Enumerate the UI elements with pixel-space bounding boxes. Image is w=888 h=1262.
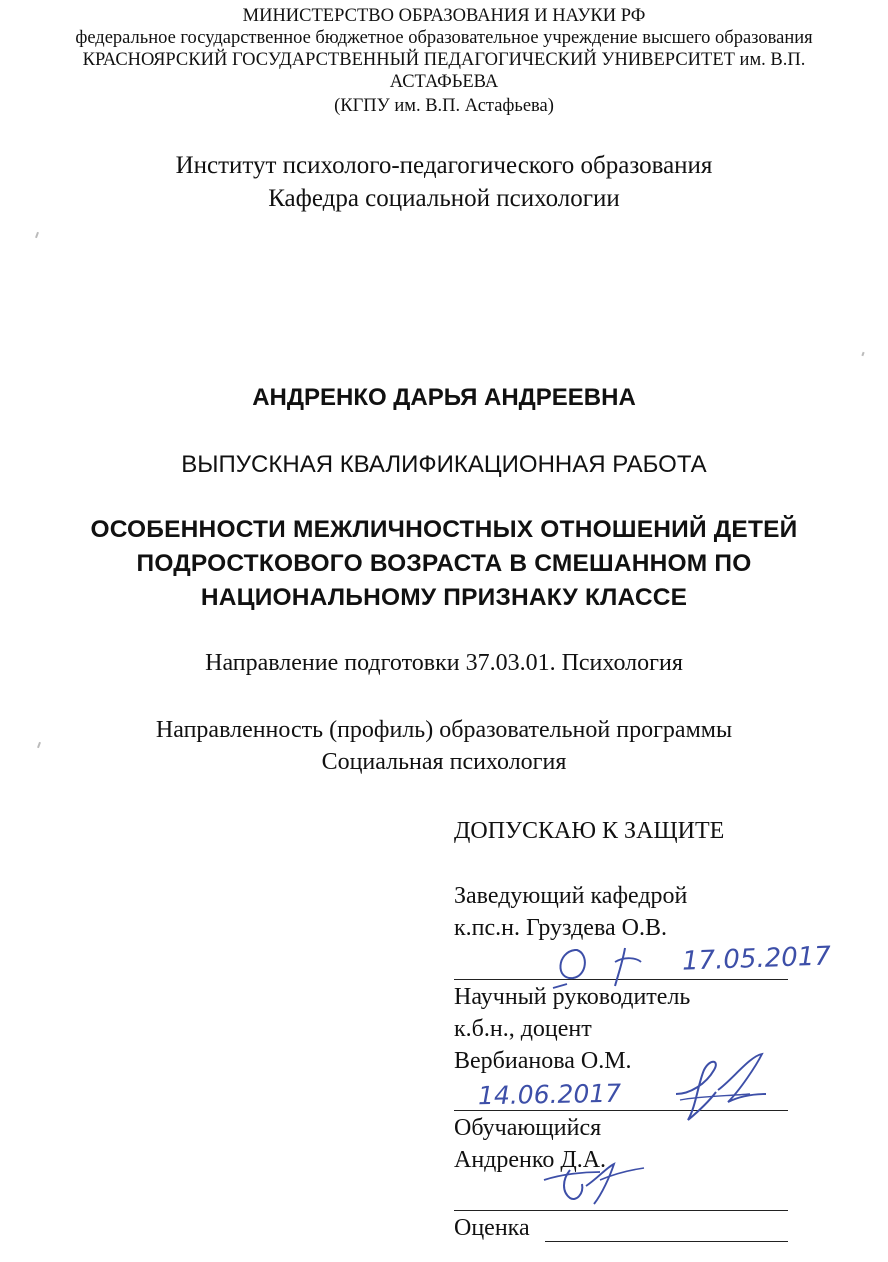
- supervisor-signature: [670, 1050, 780, 1130]
- university-abbreviation: (КГПУ им. В.П. Астафьева): [334, 96, 554, 116]
- department-name: Кафедра социальной психологии: [268, 185, 620, 212]
- institute-name: Институт психолого-педагогического образования: [175, 152, 713, 179]
- head-handwritten-date: 17.05.2017: [681, 941, 832, 977]
- program-profile-value: Социальная психология: [321, 749, 567, 775]
- supervisor-degree: к.б.н., доцент: [454, 1016, 592, 1042]
- thesis-title-line3: НАЦИОНАЛЬНОМУ ПРИЗНАКУ КЛАССЕ: [200, 584, 688, 611]
- grade-line: [545, 1241, 788, 1242]
- university-name-line2: АСТАФЬЕВА: [389, 72, 499, 92]
- approval-heading: ДОПУСКАЮ К ЗАЩИТЕ: [454, 818, 725, 844]
- supervisor-role: Научный руководитель: [454, 984, 691, 1010]
- ministry-name: МИНИСТЕРСТВО ОБРАЗОВАНИЯ И НАУКИ РФ: [242, 6, 646, 26]
- program-profile-label: Направленность (профиль) образовательной программы: [155, 717, 733, 743]
- supervisor-handwritten-date: 14.06.2017: [477, 1078, 622, 1111]
- student-role: Обучающийся: [454, 1115, 602, 1141]
- study-direction: Направление подготовки 37.03.01. Психология: [205, 650, 683, 676]
- work-type: ВЫПУСКНАЯ КВАЛИФИКАЦИОННАЯ РАБОТА: [181, 451, 707, 478]
- institution-type: федеральное государственное бюджетное образовательное учреждение высшего образования: [75, 28, 813, 48]
- thesis-title-line2: ПОДРОСТКОВОГО ВОЗРАСТА В СМЕШАННОМ ПО: [136, 550, 752, 577]
- thesis-title-line1: ОСОБЕННОСТИ МЕЖЛИЧНОСТНЫХ ОТНОШЕНИЙ ДЕТЕЙ: [90, 516, 798, 543]
- grade-label: Оценка: [454, 1215, 530, 1241]
- student-signature-line: [454, 1210, 788, 1211]
- head-of-department-name: к.пс.н. Груздева О.В.: [454, 915, 667, 941]
- supervisor-name: Вербианова О.М.: [454, 1048, 632, 1074]
- author-name: АНДРЕНКО ДАРЬЯ АНДРЕЕВНА: [252, 384, 636, 411]
- scan-speck: [861, 352, 864, 356]
- university-name-line1: КРАСНОЯРСКИЙ ГОСУДАРСТВЕННЫЙ ПЕДАГОГИЧЕСКИЙ УНИВЕРСИТЕТ им. В.П.: [82, 50, 806, 70]
- student-signature: [540, 1150, 650, 1210]
- student-name: Андренко Д.А.: [454, 1147, 607, 1173]
- head-signature: [545, 940, 675, 990]
- head-of-department-role: Заведующий кафедрой: [454, 883, 688, 909]
- scan-speck: [35, 232, 39, 238]
